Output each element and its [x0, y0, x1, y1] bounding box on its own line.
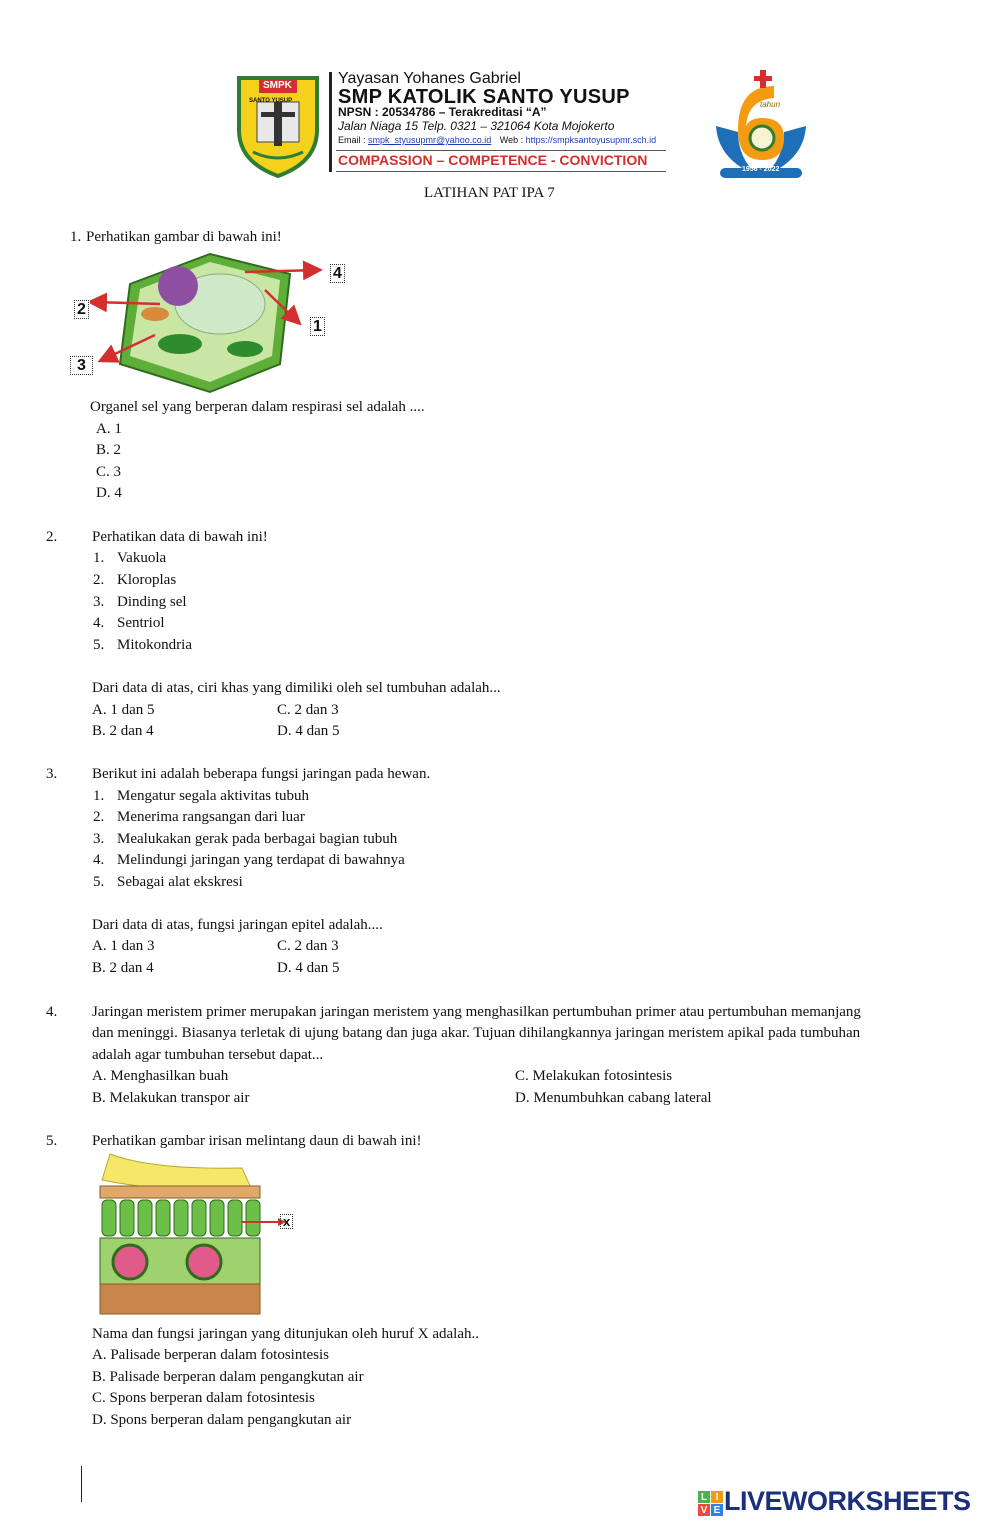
- email-link[interactable]: smpk_styusupmr@yahoo.co.id: [368, 135, 492, 145]
- q2-item-number: 3.: [93, 594, 105, 610]
- q4-option-c[interactable]: C. Melakukan fotosintesis: [515, 1068, 673, 1084]
- q2-item-number: 1.: [93, 550, 105, 566]
- vascular-bundle: [113, 1245, 147, 1279]
- q5-prompt: Perhatikan gambar irisan melintang daun di bawah ini!: [92, 1133, 422, 1149]
- q2-prompt: Perhatikan data di bawah ini!: [92, 529, 268, 545]
- q5-option-d[interactable]: D. Spons berperan dalam pengangkutan air: [92, 1412, 352, 1428]
- q4-text-line-3: adalah agar tumbuhan tersebut dapat...: [92, 1047, 324, 1063]
- q3-item-text: Menerima rangsangan dari luar: [117, 809, 305, 825]
- q4-option-d[interactable]: D. Menumbuhkan cabang lateral: [515, 1090, 712, 1106]
- q3-item-text: Melindungi jaringan yang terdapat di bawahnya: [117, 852, 405, 868]
- cross-icon: [754, 70, 772, 88]
- q2-option-d[interactable]: D. 4 dan 5: [277, 723, 340, 739]
- q5-option-b[interactable]: B. Palisade berperan dalam pengangkutan air: [92, 1369, 364, 1385]
- q2-option-c[interactable]: C. 2 dan 3: [277, 702, 339, 718]
- text-cursor-line: [81, 1466, 82, 1502]
- q2-item-text: Dinding sel: [117, 594, 187, 610]
- q3-option-c[interactable]: C. 2 dan 3: [277, 938, 339, 954]
- q3-item-number: 2.: [93, 809, 105, 825]
- q2-question: Dari data di atas, ciri khas yang dimiliki oleh sel tumbuhan adalah...: [92, 680, 501, 696]
- q3-item-number: 3.: [93, 831, 105, 847]
- badge-letter-i: I: [711, 1491, 723, 1503]
- arrow-to-1: [265, 290, 298, 322]
- q5-question: Nama dan fungsi jaringan yang ditunjukan oleh huruf X adalah..: [92, 1326, 479, 1342]
- q3-item-text: Mengatur segala aktivitas tubuh: [117, 788, 310, 804]
- motto-underline: [336, 171, 666, 172]
- web-link[interactable]: https://smpksantoyusupmr.sch.id: [525, 135, 657, 145]
- school-motto: COMPASSION – COMPETENCE - CONVICTION: [338, 152, 648, 168]
- q3-number: 3.: [46, 766, 58, 782]
- q3-question: Dari data di atas, fungsi jaringan epitel adalah....: [92, 917, 383, 933]
- q1-option-d[interactable]: D. 4: [96, 485, 122, 501]
- upper-epidermis: [100, 1186, 260, 1198]
- q2-item-number: 5.: [93, 637, 105, 653]
- q1-option-b[interactable]: B. 2: [96, 442, 122, 458]
- arrow-to-4: [245, 270, 318, 272]
- foundation-name: Yayasan Yohanes Gabriel: [338, 70, 521, 87]
- palisade-layer: [102, 1200, 260, 1236]
- badge-letter-e: E: [711, 1504, 723, 1516]
- anniversary-years: 1956 - 2022: [742, 166, 780, 173]
- q2-item-text: Vakuola: [117, 550, 167, 566]
- q1-prompt: Perhatikan gambar di bawah ini!: [86, 229, 282, 245]
- q1-option-a[interactable]: A. 1: [96, 421, 122, 437]
- liveworksheets-badge: [698, 1491, 724, 1517]
- anniversary-word: tahun: [760, 100, 781, 109]
- q4-option-a[interactable]: A. Menghasilkan buah: [92, 1068, 229, 1084]
- q2-option-b[interactable]: B. 2 dan 4: [92, 723, 154, 739]
- arrow-to-3: [102, 335, 155, 360]
- badge-letter-l: L: [698, 1491, 710, 1503]
- q2-item-number: 4.: [93, 615, 105, 631]
- email-label: Email :: [338, 135, 366, 145]
- q1-number: 1.: [70, 229, 82, 245]
- q2-option-a[interactable]: A. 1 dan 5: [92, 702, 155, 718]
- motto-rule: [336, 150, 666, 151]
- q3-option-b[interactable]: B. 2 dan 4: [92, 960, 154, 976]
- letterhead-divider: [329, 72, 332, 172]
- q3-option-a[interactable]: A. 1 dan 3: [92, 938, 155, 954]
- school-name: SMP KATOLIK SANTO YUSUP: [338, 86, 630, 108]
- q5-option-c[interactable]: C. Spons berperan dalam fotosintesis: [92, 1390, 315, 1406]
- arrow-to-2: [92, 302, 160, 304]
- q1-pointer-arrows: [90, 260, 330, 370]
- q3-item-number: 5.: [93, 874, 105, 890]
- q2-item-number: 2.: [93, 572, 105, 588]
- lower-epidermis: [100, 1284, 260, 1314]
- q3-item-number: 4.: [93, 852, 105, 868]
- q1-question: Organel sel yang berperan dalam respirasi sel adalah ....: [90, 399, 425, 415]
- q3-prompt: Berikut ini adalah beberapa fungsi jaringan pada hewan.: [92, 766, 431, 782]
- logo-left-text: SMPK: [263, 80, 292, 91]
- q3-option-d[interactable]: D. 4 dan 5: [277, 960, 340, 976]
- q3-item-text: Sebagai alat ekskresi: [117, 874, 243, 890]
- q4-text-line-1: Jaringan meristem primer merupakan jaringan meristem yang menghasilkan pertumbuhan primer atau pertumbuhan memanjang: [92, 1004, 861, 1020]
- q4-number: 4.: [46, 1004, 58, 1020]
- leaf-cuticle: [102, 1154, 252, 1191]
- q2-item-text: Mitokondria: [117, 637, 192, 653]
- page-title: LATIHAN PAT IPA 7: [424, 185, 555, 201]
- web-label: Web :: [499, 135, 524, 145]
- leaf-cross-section-diagram: [92, 1150, 292, 1320]
- q1-option-c[interactable]: C. 3: [96, 464, 122, 480]
- logo-left-subtext: SANTO YUSUP: [249, 98, 293, 104]
- q4-text-line-2: dan meninggi. Biasanya terletak di ujung batang dan juga akar. Tujuan dihilangkannya jaringan meristem apikal pada tumbuhan: [92, 1025, 861, 1041]
- q2-number: 2.: [46, 529, 58, 545]
- contact-line: [338, 135, 656, 145]
- liveworksheets-brand[interactable]: LIVEWORKSHEETS: [724, 1486, 971, 1516]
- q2-item-text: Kloroplas: [117, 572, 177, 588]
- cell-label-2: 2: [74, 300, 89, 319]
- q3-item-text: Mealukakan gerak pada berbagai bagian tubuh: [117, 831, 398, 847]
- q2-item-text: Sentriol: [117, 615, 165, 631]
- cell-label-3: 3: [70, 356, 93, 375]
- cell-label-1: 1: [310, 317, 325, 336]
- q5-option-a[interactable]: A. Palisade berperan dalam fotosintesis: [92, 1347, 330, 1363]
- npsn-accreditation: NPSN : 20534786 – Terakreditasi “A”: [338, 105, 547, 119]
- q3-item-number: 1.: [93, 788, 105, 804]
- q5-number: 5.: [46, 1133, 58, 1149]
- cell-label-4: 4: [330, 264, 345, 283]
- leaf-label-x: x: [280, 1214, 293, 1229]
- q4-option-b[interactable]: B. Melakukan transpor air: [92, 1090, 250, 1106]
- anniversary-logo: [708, 68, 814, 182]
- badge-letter-v: V: [698, 1504, 710, 1516]
- school-address: Jalan Niaga 15 Telp. 0321 – 321064 Kota Mojokerto: [338, 119, 615, 133]
